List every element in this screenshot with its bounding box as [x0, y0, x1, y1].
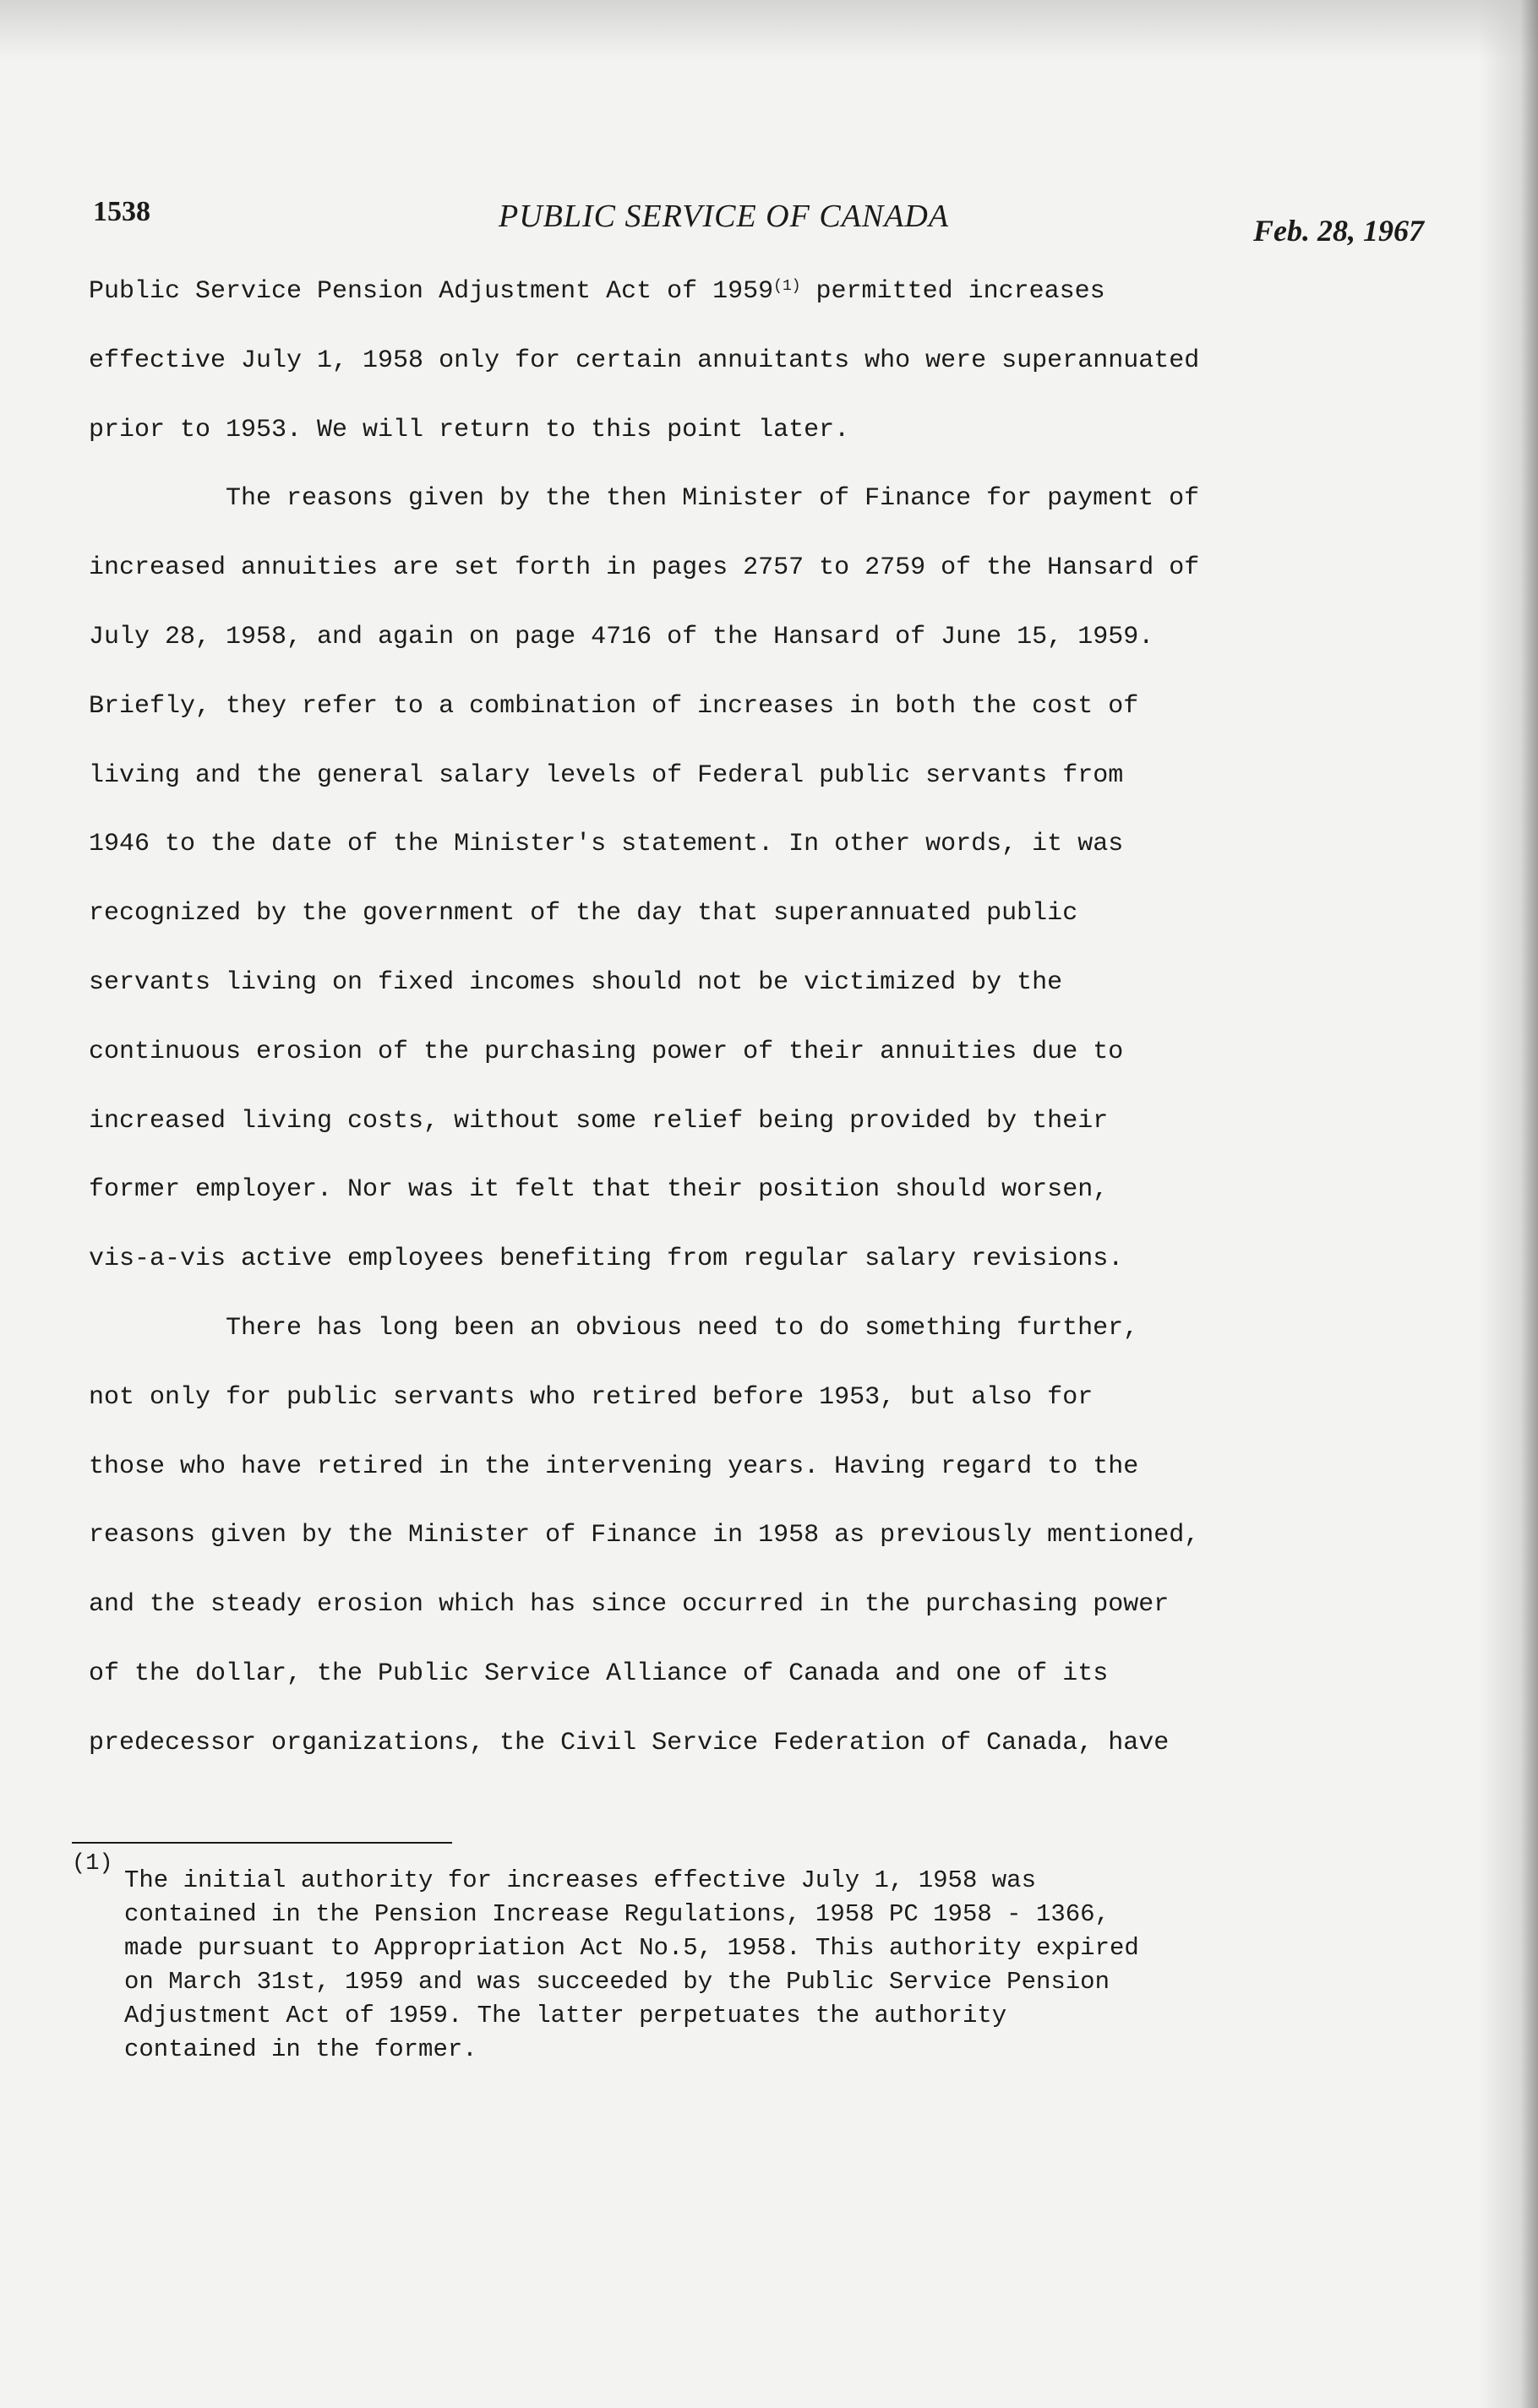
footnote	[72, 1849, 1390, 2067]
footnote-text	[72, 1849, 1390, 2067]
body-line: living and the general salary levels of Federal public servants from	[89, 760, 1124, 790]
paragraph-start-line: The reasons given by the then Minister of Finance for payment of	[226, 484, 1200, 514]
footnote-line: contained in the former.	[124, 2035, 477, 2063]
scan-edge-shadow	[1479, 0, 1538, 2408]
body-line: increased annuities are set forth in pages 2757 to 2759 of the Hansard of	[89, 553, 1200, 583]
footnote-line: The initial authority for increases effective July 1, 1958 was	[124, 1866, 1036, 1894]
body-line: servants living on fixed incomes should not be victimized by the	[89, 967, 1063, 997]
footnote-line: made pursuant to Appropriation Act No.5, 1958. This authority expired	[124, 1934, 1139, 1962]
body-line: effective July 1, 1958 only for certain annuitants who were superannuated	[89, 346, 1200, 375]
body-line: Briefly, they refer to a combination of increases in both the cost of	[89, 691, 1139, 721]
body-line: continuous erosion of the purchasing power of their annuities due to	[89, 1037, 1124, 1066]
body-line-text: Public Service Pension Adjustment Act of 1959	[89, 277, 774, 306]
body-line: former employer. Nor was it felt that their position should worsen,	[89, 1175, 1109, 1205]
footnote-marker: (1)	[72, 1851, 113, 1877]
body-line-tail: permitted increases	[800, 277, 1105, 306]
body-line: reasons given by the Minister of Finance in 1958 as previously mentioned,	[89, 1521, 1200, 1550]
body-line: predecessor organizations, the Civil Service Federation of Canada, have	[89, 1728, 1170, 1757]
body-line: recognized by the government of the day that superannuated public	[89, 899, 1078, 929]
footnote-reference: (1)	[773, 278, 801, 295]
body-line: July 28, 1958, and again on page 4716 of the Hansard of June 15, 1959.	[89, 622, 1154, 651]
footnote-line: Adjustment Act of 1959. The latter perpetuates the authority	[124, 2002, 1007, 2029]
body-line: of the dollar, the Public Service Alliance of Canada and one of its	[89, 1659, 1109, 1688]
footnote-divider	[72, 1842, 452, 1844]
header-date: Feb. 28, 1967	[1253, 214, 1424, 248]
body-line	[89, 275, 1420, 344]
body-line: increased living costs, without some relief being provided by their	[89, 1106, 1109, 1136]
paragraph-start-line: There has long been an obvious need to do something further,	[226, 1313, 1139, 1343]
body-line: not only for public servants who retired before 1953, but also for	[89, 1382, 1094, 1412]
body-line: and the steady erosion which has since occurred in the purchasing power	[89, 1590, 1170, 1620]
body-line: prior to 1953. We will return to this point later.	[89, 415, 850, 444]
page-header	[93, 196, 1424, 247]
page-number: 1538	[93, 196, 150, 227]
body-line: 1946 to the date of the Minister's statement. In other words, it was	[89, 830, 1124, 859]
body-line: those who have retired in the intervening years. Having regard to the	[89, 1452, 1139, 1481]
body-line: vis-a-vis active employees benefiting from regular salary revisions.	[89, 1245, 1124, 1274]
running-title: PUBLIC SERVICE OF CANADA	[499, 199, 950, 234]
footnote-line: contained in the Pension Increase Regulations, 1958 PC 1958 - 1366,	[124, 1900, 1110, 1928]
footnote-line: on March 31st, 1959 and was succeeded by the Public Service Pension	[124, 1968, 1110, 1996]
body-text	[89, 275, 1420, 1795]
scan-top-shadow	[0, 0, 1538, 59]
